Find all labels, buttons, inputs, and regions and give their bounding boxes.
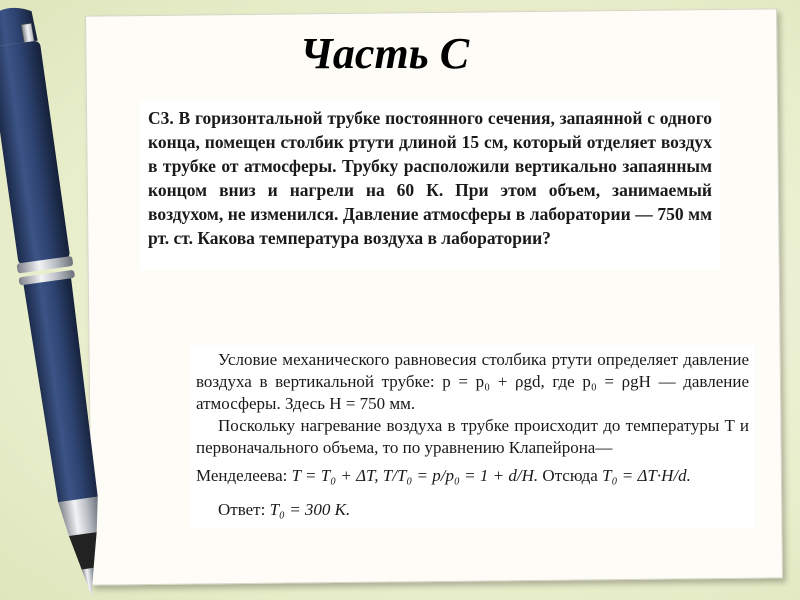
problem-statement bbox=[140, 100, 720, 270]
solution-formula-line bbox=[196, 463, 749, 489]
problem-number: С3. bbox=[148, 108, 174, 128]
formula-mid: Отсюда bbox=[542, 466, 598, 485]
formula-1: T = T₀ + ΔT, bbox=[291, 466, 379, 485]
solution-paragraph-1: Условие механического равновесия столбика ртути определяет давление воздуха в вертикальной трубке: p = p₀ + ρgd, где p₀ = ρgH — давление атмосферы. Здесь H = 750 мм. bbox=[196, 350, 749, 413]
fountain-pen-icon bbox=[0, 0, 150, 600]
answer-label: Ответ: bbox=[218, 500, 266, 519]
answer-value: T₀ = 300 К. bbox=[269, 500, 351, 519]
solution-paragraph-2: Поскольку нагревание воздуха в трубке происходит до температуры T и первоначального объема, то по уравнению Клапейрона— bbox=[196, 416, 749, 457]
page-title: Часть С bbox=[300, 29, 470, 78]
answer-line bbox=[196, 499, 749, 521]
formula-lead: Менделеева: bbox=[196, 466, 288, 485]
problem-text: В горизонтальной трубке постоянного сечения, запаянной с одного конца, помещен столбик ртути длиной 15 см, который отделяет воздух в трубке от атмосферы. Трубку расположили вертикально запаянным концом вниз и нагрели на 60 К. При этом объем, занимаемый воздухом, не изменился. Давление атмосферы в лаборатории — 750 мм рт. ст. Какова температура воздуха в лаборатории? bbox=[148, 108, 712, 248]
solution-block bbox=[190, 345, 755, 528]
formula-2: T/T₀ = p/p₀ = 1 + d/H. bbox=[382, 466, 539, 485]
formula-3: T₀ = ΔT·H/d. bbox=[602, 466, 691, 485]
